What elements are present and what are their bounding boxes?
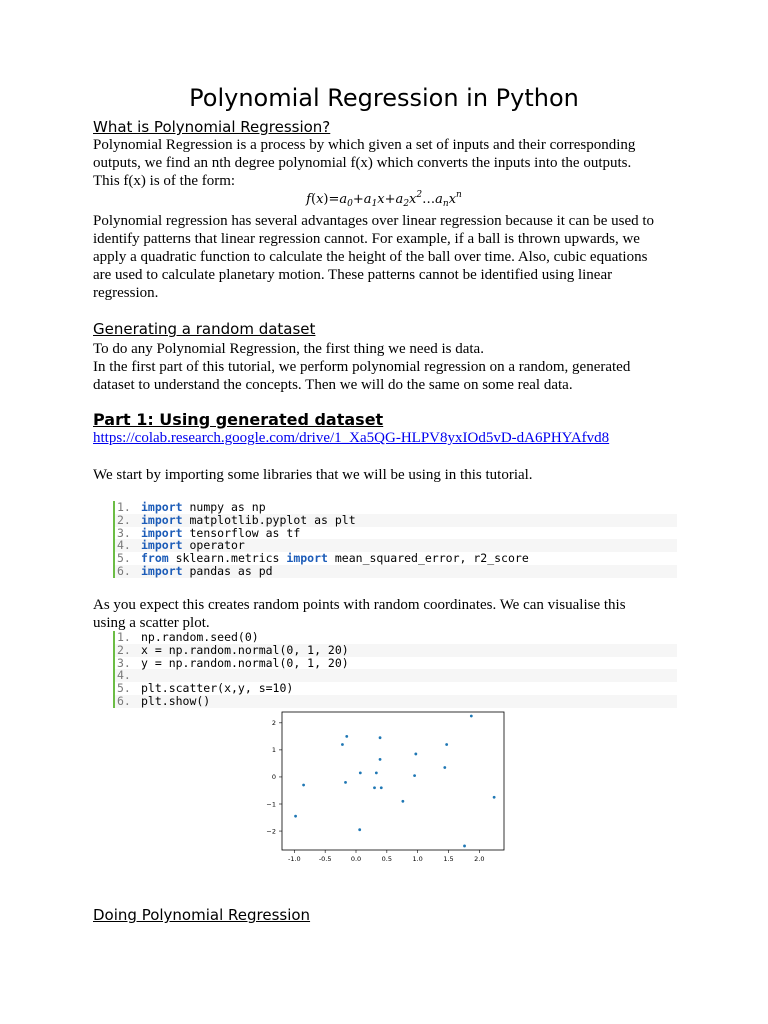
- formula-sub2: 2: [403, 199, 410, 209]
- x-tick-label: 1.0: [412, 855, 423, 863]
- line-number: 6.: [117, 563, 131, 578]
- code-keyword: import: [141, 563, 183, 578]
- x-tick-label: -1.0: [287, 855, 301, 863]
- formula-x2: x: [409, 192, 417, 207]
- data-point: [401, 800, 404, 803]
- data-point: [373, 786, 376, 789]
- data-point: [414, 753, 417, 756]
- body-line: regression.: [93, 285, 159, 301]
- body-line: are used to calculate planetary motion. These patterns cannot be identified using linear: [93, 267, 613, 283]
- x-tick-label: 2.0: [474, 855, 485, 863]
- formula-f: f: [306, 192, 311, 207]
- code-text: matplotlib.pyplot as plt: [182, 512, 356, 527]
- data-point: [463, 845, 466, 848]
- line-number: 5.: [117, 681, 131, 696]
- code-keyword: from: [141, 551, 169, 566]
- data-point: [375, 771, 378, 774]
- intro-line: outputs, we find an nth degree polynomial f(x) which converts the inputs into the outputs.: [93, 155, 632, 171]
- formula-plus: +: [384, 192, 396, 207]
- import-intro: We start by importing some libraries that we will be using in this tutorial.: [93, 467, 533, 483]
- scatter-line: As you expect this creates random points with random coordinates. We can visualise this: [93, 597, 626, 613]
- formula-a0: a: [339, 192, 348, 207]
- data-point: [445, 743, 448, 746]
- formula-a2: a: [395, 192, 404, 207]
- code-text: tensorflow as tf: [182, 525, 301, 540]
- generating-line: In the first part of this tutorial, we perform polynomial regression on a random, generated: [93, 359, 631, 375]
- formula-an: a: [435, 192, 443, 207]
- code-text: sklearn.metrics: [168, 551, 287, 566]
- code-text: pandas as pd: [182, 563, 273, 578]
- code-keyword: import: [141, 538, 183, 553]
- plot-frame: [282, 712, 504, 850]
- code-text: operator: [182, 538, 245, 553]
- formula-sub0: 0: [347, 199, 353, 209]
- generating-line: To do any Polynomial Regression, the first thing we need is data.: [93, 341, 484, 357]
- body-line: apply a quadratic function to calculate the height of the ball over time. Also, cubic equations: [93, 249, 648, 265]
- code-keyword: import: [141, 525, 183, 540]
- data-point: [302, 784, 305, 787]
- formula-sub1: 1: [371, 199, 378, 209]
- formula-dots: …: [422, 192, 436, 207]
- heading-doing: Doing Polynomial Regression: [93, 906, 311, 924]
- code-block-imports: [113, 501, 677, 578]
- generating-paragraph: [93, 340, 683, 394]
- scatter-paragraph: [93, 596, 683, 632]
- body-line: Polynomial regression has several advantages over linear regression because it can be used to: [93, 213, 655, 229]
- y-tick-label: −2: [266, 827, 276, 836]
- line-number: 4.: [117, 668, 131, 683]
- line-number: 5.: [117, 551, 131, 566]
- x-tick-label: -0.5: [318, 855, 332, 863]
- data-point: [380, 786, 383, 789]
- formula-supn: n: [456, 190, 462, 200]
- y-tick-label: 2: [271, 719, 276, 728]
- intro-line: This f(x) is of the form:: [93, 173, 236, 189]
- line-number: 3.: [117, 655, 131, 670]
- line-number: 2.: [117, 642, 131, 657]
- page-title: Polynomial Regression in Python: [189, 84, 579, 112]
- x-tick-label: 1.5: [443, 855, 454, 863]
- intro-line: Polynomial Regression is a process by which given a set of inputs and their corresponding: [93, 137, 636, 153]
- formula-xn: x: [448, 192, 457, 207]
- line-number: 3.: [117, 525, 131, 540]
- scatter-line: using a scatter plot.: [93, 615, 210, 631]
- intro-paragraph: [93, 136, 683, 190]
- scatter-plot: [250, 708, 510, 864]
- code-line: [115, 695, 677, 708]
- line-number: 2.: [117, 512, 131, 527]
- data-point: [358, 828, 361, 831]
- line-number: 1.: [117, 630, 131, 644]
- formula-plus: +: [352, 192, 364, 207]
- line-number: 1.: [117, 500, 131, 514]
- data-point: [345, 735, 348, 738]
- code-keyword: import: [141, 500, 183, 514]
- formula-a1: a: [363, 192, 372, 207]
- data-point: [344, 781, 347, 784]
- data-point: [413, 774, 416, 777]
- data-point: [443, 766, 446, 769]
- line-number: 4.: [117, 538, 131, 553]
- y-tick-label: 1: [271, 746, 276, 755]
- formula-eq: =: [328, 192, 340, 207]
- y-tick-label: −1: [266, 800, 276, 809]
- data-point: [341, 743, 344, 746]
- heading-part1: Part 1: Using generated dataset: [93, 410, 384, 429]
- code-text: x = np.random.normal(0, 1, 20): [141, 642, 349, 657]
- code-keyword: import: [141, 512, 183, 527]
- data-point: [379, 736, 382, 739]
- heading-generating: Generating a random dataset: [93, 320, 316, 338]
- data-point: [493, 796, 496, 799]
- y-tick-label: 0: [271, 773, 276, 782]
- formula-subn: n: [442, 199, 449, 209]
- x-tick-label: 0.5: [381, 855, 393, 863]
- advantages-paragraph: [93, 212, 683, 302]
- data-point: [470, 715, 473, 718]
- formula-x: x: [316, 192, 324, 207]
- code-line: [115, 565, 677, 578]
- code-text: plt.scatter(x,y, s=10): [141, 681, 294, 696]
- code-line: [115, 657, 677, 670]
- data-point: [359, 771, 362, 774]
- line-number: 6.: [117, 693, 131, 708]
- data-point: [379, 758, 382, 761]
- code-block-scatter: [113, 631, 677, 708]
- formula-x1: x: [377, 192, 385, 207]
- heading-what-is: What is Polynomial Regression?: [93, 118, 331, 136]
- code-keyword: import: [286, 551, 328, 566]
- colab-link[interactable]: https://colab.research.google.com/drive/1_Xa5QG-HLPV8yxIOd5vD-dA6PHYAfvd8: [93, 430, 610, 446]
- code-text: plt.show(): [141, 693, 211, 708]
- code-text: y = np.random.normal(0, 1, 20): [141, 655, 349, 670]
- formula-sup2: 2: [416, 190, 423, 200]
- code-text: numpy as np: [182, 500, 266, 514]
- generating-line: dataset to understand the concepts. Then we will do the same on some real data.: [93, 377, 573, 393]
- code-text: np.random.seed(0): [141, 630, 259, 644]
- code-text: mean_squared_error, r2_score: [327, 551, 529, 566]
- body-line: identify patterns that linear regression cannot. For example, if a ball is thrown upwards, we: [93, 231, 640, 247]
- polynomial-formula: $f(x)=a_0+a_1x+a_2x^2\dots a_nx^n$: [306, 190, 462, 209]
- x-tick-label: 0.0: [350, 855, 362, 863]
- data-point: [294, 815, 297, 818]
